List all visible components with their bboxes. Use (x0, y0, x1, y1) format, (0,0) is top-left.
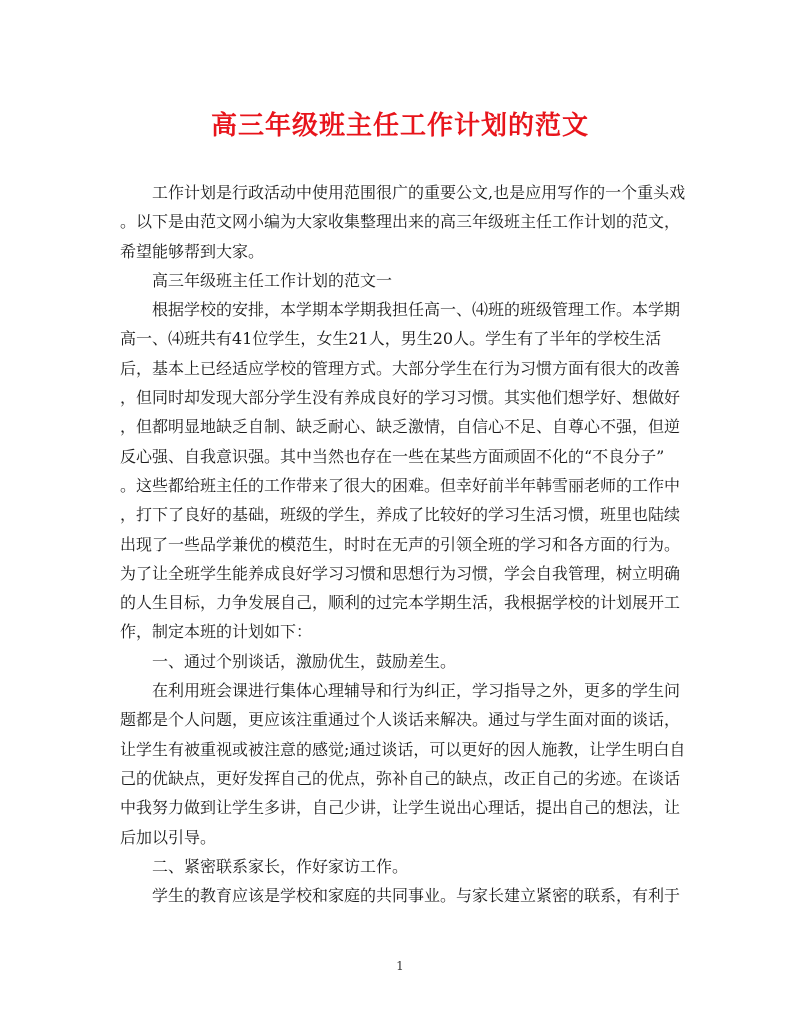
text-line: 二、紧密联系家长，作好家访工作。 (152, 856, 409, 876)
text-line: 反心强、自我意识强。其中当然也存在一些在某些方面顽固不化的“不良分子” (120, 446, 665, 466)
text-line: 根据学校的安排，本学期本学期我担任高一、⑷班的班级管理工作。本学期 (152, 300, 681, 320)
text-line: 作，制定本班的计划如下： (120, 622, 313, 642)
text-line: 中我努力做到让学生多讲，自己少讲，让学生说出心理话，提出自己的想法，让 (120, 798, 681, 818)
text-line: 。这些都给班主任的工作带来了很大的困难。但幸好前半年韩雪丽老师的工作中 (120, 475, 681, 495)
text-line: 希望能够帮到大家。 (120, 241, 265, 261)
text-line: 己的优缺点，更好发挥自己的优点，弥补自己的缺点，改正自己的劣迹。在谈话 (120, 768, 681, 788)
page-number: 1 (396, 959, 404, 973)
text-line: 出现了一些品学兼优的模范生，时时在无声的引领全班的学习和各方面的行为。 (120, 534, 681, 554)
text-line: 一、通过个别谈话，激励优生，鼓励差生。 (152, 651, 457, 671)
text-line: 后加以引导。 (120, 827, 217, 847)
text-line: ，但同时却发现大部分学生没有养成良好的学习习惯。其实他们想学好、想做好 (120, 388, 681, 408)
text-line: 高三年级班主任工作计划的范文一 (152, 270, 393, 290)
text-line: 为了让全班学生能养成良好学习习惯和思想行为习惯，学会自我管理，树立明确 (120, 563, 681, 583)
text-line: 题都是个人问题，更应该注重通过个人谈话来解决。通过与学生面对面的谈话， (120, 710, 681, 730)
text-line: 工作计划是行政活动中使用范围很广的重要公文,也是应用写作的一个重头戏 (152, 183, 686, 202)
text-line: 让学生有被重视或被注意的感觉;通过谈话，可以更好的因人施教，让学生明白自 (120, 739, 686, 759)
text-line: 后，基本上已经适应学校的管理方式。大部分学生在行为习惯方面有很大的改善 (120, 358, 681, 378)
text-line: 。以下是由范文网小编为大家收集整理出来的高三年级班主任工作计划的范文， (120, 212, 681, 232)
text-line: 在利用班会课进行集体心理辅导和行为纠正，学习指导之外，更多的学生问 (152, 681, 681, 701)
text-line: 学生的教育应该是学校和家庭的共同事业。与家长建立紧密的联系，有利于 (152, 886, 681, 906)
document-title: 高三年级班主任工作计划的范文 (210, 111, 589, 141)
document-body (120, 178, 686, 910)
text-line: 高一、⑷班共有41位学生，女生21人，男生20人。学生有了半年的学校生活 (120, 329, 662, 349)
text-line: ，但都明显地缺乏自制、缺乏耐心、缺乏激情，自信心不足、自尊心不强，但逆 (120, 417, 681, 437)
text-line: 的人生目标，力争发展自己，顺利的过完本学期生活，我根据学校的计划展开工 (120, 593, 681, 613)
text-line: ，打下了良好的基础，班级的学生，养成了比较好的学习生活习惯，班里也陆续 (120, 505, 681, 525)
